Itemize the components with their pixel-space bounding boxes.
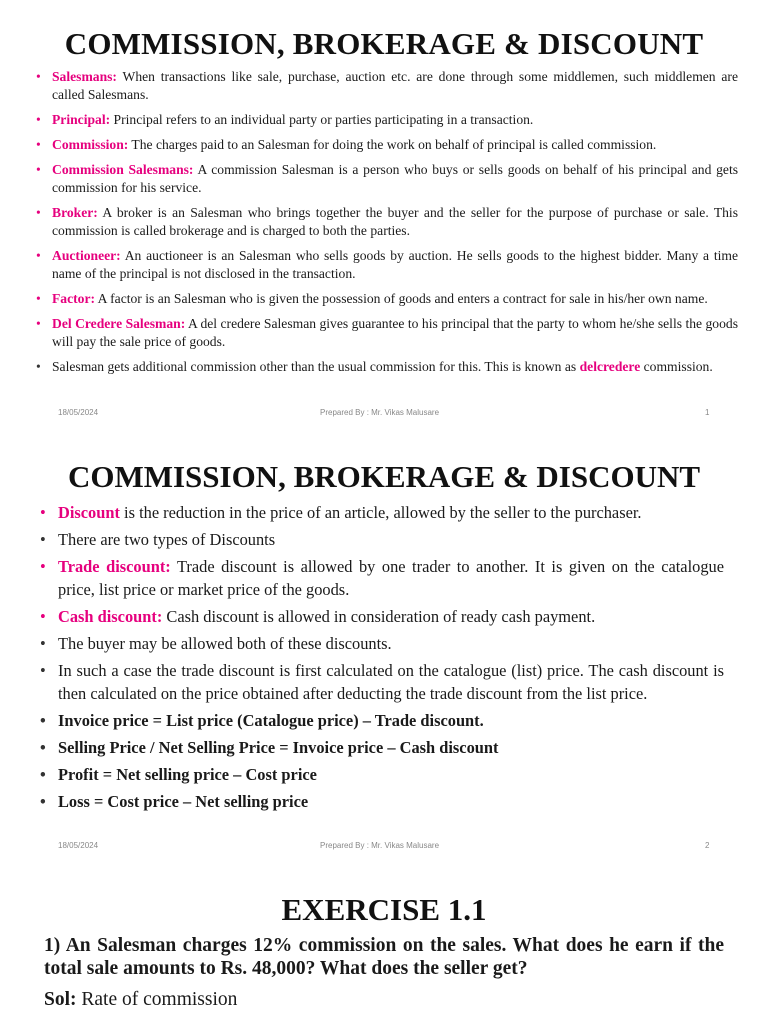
slide-title: COMMISSION, BROKERAGE & DISCOUNT (67, 459, 701, 494)
term: delcredere (579, 359, 641, 374)
bullet-icon: • (36, 205, 41, 220)
definition: When transactions like sale, purchase, auction etc. are done through some middlemen, such middlemen are called Salesmans. (52, 69, 738, 102)
discount-list (40, 501, 724, 817)
definition: In such a case the trade discount is first calculated on the catalogue (list) price. The cash discount is then calculated on the price obtained after deducting the trade discount from the list price. (58, 661, 724, 703)
bullet-icon: • (36, 162, 41, 177)
definition: A del credere Salesman gives guarantee to his principal that the party to whom he/she sells the goods will pay the sale price of goods. (52, 316, 738, 349)
definition: A factor is an Salesman who is given the possession of goods and enters a contract for sale in his/her own name. (95, 291, 708, 306)
definition-end: commission. (640, 359, 713, 374)
list-item (40, 501, 724, 524)
definition: An auctioneer is an Salesman who sells goods by auction. He sells goods to the highest bidder. Many a time name of the principal is not disclosed in the transaction. (52, 248, 738, 281)
definition: The charges paid to an Salesman for doing the work on behalf of principal is called commission. (128, 137, 657, 152)
bullet-icon: • (36, 112, 41, 127)
list-item (36, 290, 738, 308)
bullet-icon: • (40, 738, 46, 757)
term: Broker: (52, 205, 98, 220)
exercise-question: 1) An Salesman charges 12% commission on the sales. What does he earn if the total sale amounts to Rs. 48,000? What does the seller get? (44, 935, 724, 979)
bullet-icon: • (36, 359, 41, 374)
slide-1 (0, 0, 768, 430)
definition: There are two types of Discounts (58, 530, 276, 549)
list-item (36, 247, 738, 283)
term: Commission: (52, 137, 129, 152)
page-number: 2 (705, 841, 710, 850)
slide-title: EXERCISE 1.1 (281, 892, 487, 927)
solution-label: Sol: (44, 989, 77, 1010)
bullet-icon: • (36, 137, 41, 152)
list-item (40, 605, 724, 628)
definition: Principal refers to an individual party or parties participating in a transaction. (110, 112, 534, 127)
formula: Profit = Net selling price – Cost price (58, 765, 317, 784)
list-item (40, 528, 724, 551)
list-item (36, 204, 738, 240)
formula: Loss = Cost price – Net selling price (58, 792, 309, 811)
term: Salesmans: (52, 69, 117, 84)
bullet-icon: • (40, 530, 46, 549)
definition: Cash discount is allowed in consideration of ready cash payment. (162, 607, 596, 626)
bullet-icon: • (40, 557, 46, 576)
formula-item (40, 736, 724, 759)
list-item (36, 315, 738, 351)
bullet-icon: • (40, 792, 46, 811)
definition: Salesman gets additional commission other than the usual commission for this. This is known as (52, 359, 580, 374)
term: Commission Salesmans: (52, 162, 194, 177)
list-item (40, 659, 724, 705)
definition: The buyer may be allowed both of these discounts. (58, 634, 392, 653)
definition: is the reduction in the price of an article, allowed by the seller to the purchaser. (119, 503, 642, 522)
term: Trade discount: (58, 557, 171, 576)
solution-line (44, 989, 237, 1011)
footer-date: 18/05/2024 (58, 408, 99, 417)
formula-item (40, 790, 724, 813)
slide-title: COMMISSION, BROKERAGE & DISCOUNT (64, 26, 704, 61)
list-item (40, 555, 724, 601)
slide-3 (0, 872, 768, 1024)
formula: Selling Price / Net Selling Price = Invoice price – Cash discount (58, 738, 499, 757)
bullet-icon: • (40, 711, 46, 730)
footer-author: Prepared By : Mr. Vikas Malusare (320, 841, 440, 850)
definition: Trade discount is allowed by one trader to another. It is given on the catalogue price, list price or market price of the goods. (58, 557, 724, 599)
list-item (40, 632, 724, 655)
bullet-icon: • (40, 765, 46, 784)
bullet-icon: • (36, 69, 41, 84)
formula-item (40, 709, 724, 732)
formula-item (40, 763, 724, 786)
bullet-icon: • (36, 248, 41, 263)
term: Cash discount: (58, 607, 163, 626)
footer-date: 18/05/2024 (58, 841, 99, 850)
footer-author: Prepared By : Mr. Vikas Malusare (320, 408, 440, 417)
bullet-icon: • (36, 291, 41, 306)
list-item (36, 136, 738, 154)
term: Auctioneer: (52, 248, 121, 263)
definition: A commission Salesman is a person who buys or sells goods on behalf of his principal and gets commission for his service. (52, 162, 739, 195)
term: Discount (58, 503, 120, 522)
list-item (36, 358, 738, 376)
term: Del Credere Salesman: (52, 316, 186, 331)
definition: A broker is an Salesman who brings together the buyer and the seller for the purpose of purchase or sale. This commission is called brokerage and is charged to both the parties. (52, 205, 738, 238)
page-number: 1 (705, 408, 710, 417)
bullet-icon: • (36, 316, 41, 331)
definitions-list (36, 68, 738, 383)
slide-2 (0, 445, 768, 857)
solution-text: Rate of commission (76, 989, 238, 1010)
bullet-icon: • (40, 634, 46, 653)
formula: Invoice price = List price (Catalogue price) – Trade discount. (58, 711, 484, 730)
bullet-icon: • (40, 661, 46, 680)
list-item (36, 111, 738, 129)
list-item (36, 161, 738, 197)
term: Factor: (52, 291, 96, 306)
bullet-icon: • (40, 607, 46, 626)
bullet-icon: • (40, 503, 46, 522)
term: Principal: (52, 112, 111, 127)
list-item (36, 68, 738, 104)
